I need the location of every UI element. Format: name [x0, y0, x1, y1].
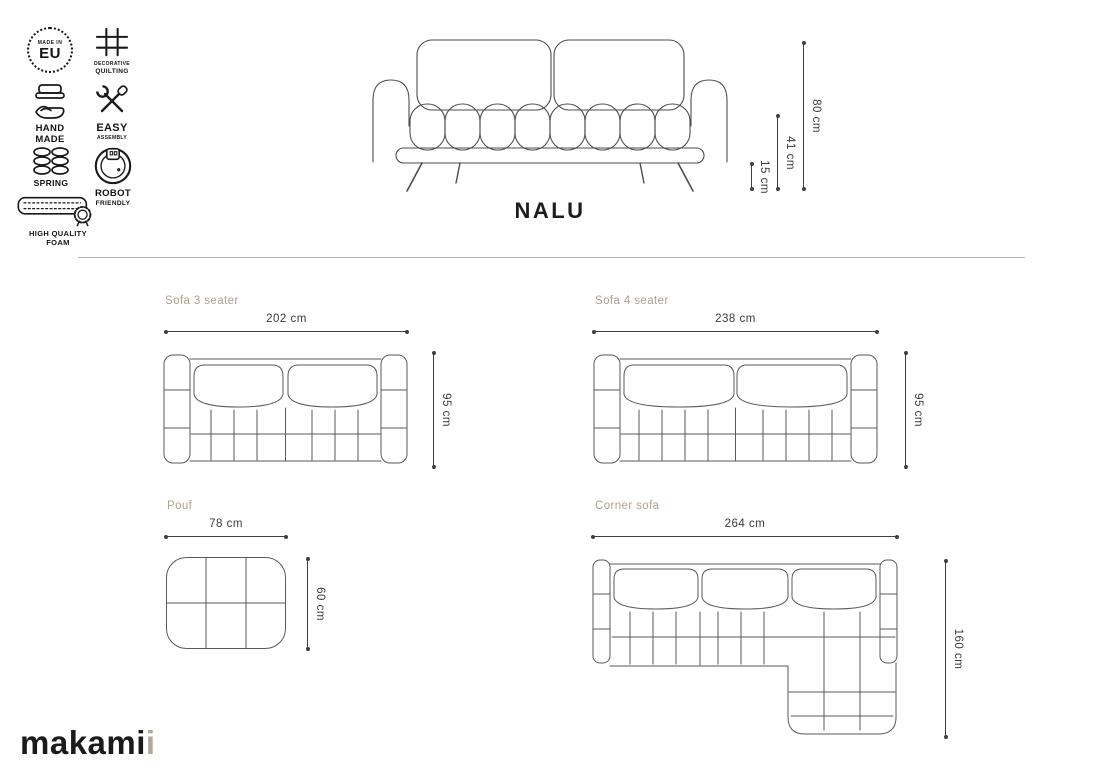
- made-in-label: MADE IN: [37, 39, 63, 46]
- spring-icon: [31, 146, 71, 176]
- dim-depth-pouf: [307, 558, 326, 650]
- dim-total-height: [803, 42, 822, 190]
- dim-width-pouf: [165, 518, 287, 537]
- robot-vacuum-icon: [92, 144, 134, 186]
- sofa-front-view-drawing: [360, 22, 740, 194]
- dim-leg-height: [751, 159, 770, 194]
- badge-label-line2: FRIENDLY: [95, 199, 131, 207]
- dim-label-depth: 60 cm: [314, 587, 326, 621]
- sofa-3-seater-top-view-drawing: [163, 350, 408, 468]
- dim-label-depth: 160 cm: [952, 628, 964, 670]
- dim-label-width: 78 cm: [209, 518, 243, 530]
- brand-logo-main: makami: [20, 724, 146, 761]
- sofa-4-seater-top-view-drawing: [593, 350, 878, 468]
- variant-title-pouf: Pouf: [167, 500, 193, 512]
- dim-label-leg-height: 15 cm: [758, 159, 770, 194]
- dim-depth-corner-sofa: [945, 560, 964, 738]
- quilting-grid-icon: [95, 27, 129, 59]
- dim-width-corner-sofa: [592, 518, 898, 537]
- dim-seat-height: [777, 115, 796, 190]
- section-divider: [78, 257, 1025, 258]
- dim-depth-sofa-3-seater: [433, 352, 452, 468]
- badge-label-line1: HAND: [35, 123, 65, 134]
- brand-logo-accent: i: [145, 724, 156, 761]
- badge-label-line1: DECORATIVE: [94, 61, 130, 67]
- foam-mattress-icon: [16, 193, 100, 227]
- dim-label-depth: 95 cm: [912, 393, 924, 427]
- badge-decorative-quilting: [88, 27, 136, 75]
- brand-logo: [20, 724, 156, 762]
- dim-width-sofa-3-seater: [165, 313, 408, 332]
- badge-spring: [28, 146, 74, 189]
- dim-label-width: 238 cm: [715, 313, 756, 325]
- badge-hand-made: [24, 83, 76, 146]
- variant-title-sofa-3-seater: Sofa 3 seater: [165, 295, 239, 307]
- tools-icon: [94, 83, 130, 119]
- badge-easy-assembly: [88, 83, 136, 141]
- badge-label-line1: ROBOT: [94, 188, 132, 199]
- dim-label-seat-height: 41 cm: [784, 135, 796, 170]
- corner-sofa-top-view-drawing: [592, 556, 898, 738]
- badge-label-line1: EASY: [96, 122, 128, 134]
- dim-depth-sofa-4-seater: [905, 352, 924, 468]
- badge-high-quality-foam: [14, 193, 102, 247]
- badge-label-line1: SPRING: [33, 178, 69, 188]
- badge-label-line2: ASSEMBLY: [96, 134, 128, 141]
- hand-made-icon: [29, 83, 71, 121]
- dim-label-total-height: 80 cm: [810, 99, 822, 133]
- made-in-eu-icon: [27, 27, 73, 73]
- badge-label-line2: MADE: [35, 133, 65, 145]
- badge-label-line2: QUILTING: [95, 67, 129, 75]
- dim-label-width: 264 cm: [724, 518, 766, 530]
- variant-title-corner-sofa: Corner sofa: [595, 500, 660, 512]
- pouf-top-view-drawing: [165, 556, 287, 650]
- dim-label-depth: 95 cm: [440, 393, 452, 427]
- dim-label-width: 202 cm: [266, 313, 307, 325]
- eu-label: EU: [39, 44, 61, 62]
- badge-label-line1: HIGH QUALITY: [29, 229, 87, 238]
- variant-title-sofa-4-seater: Sofa 4 seater: [595, 295, 669, 307]
- badge-made-in-eu: [25, 27, 75, 73]
- badge-label-line2: FOAM: [46, 237, 70, 247]
- dim-width-sofa-4-seater: [593, 313, 878, 332]
- product-title: NALU: [514, 198, 586, 223]
